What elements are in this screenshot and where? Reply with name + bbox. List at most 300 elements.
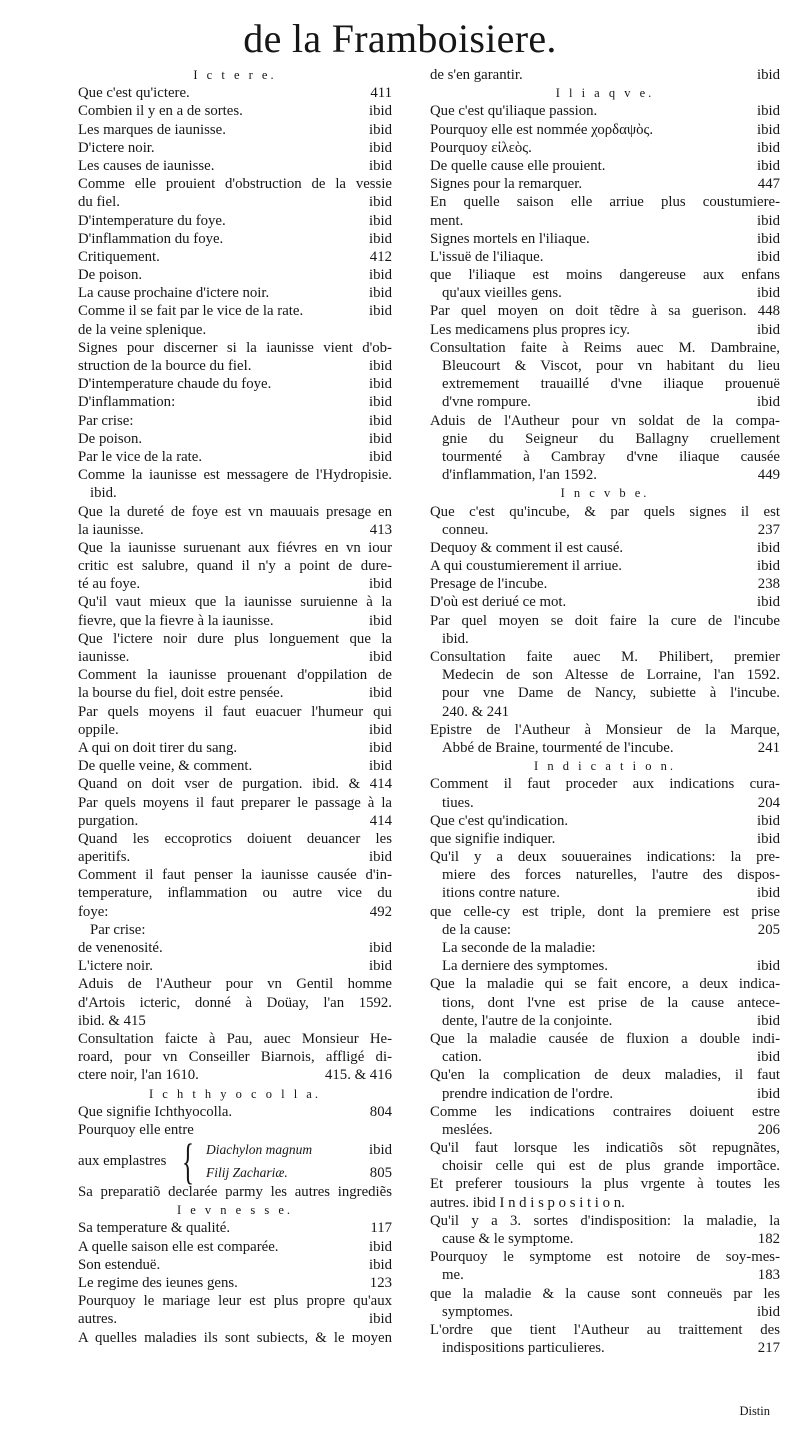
entry-text: Pourquoy le symptome est notoire de soy-mes- bbox=[430, 1249, 780, 1266]
entry-text: A qui on doit tirer du sang. bbox=[78, 739, 238, 756]
page-reference: ibid bbox=[368, 394, 392, 411]
page-reference: ibid bbox=[368, 139, 392, 156]
page-reference: 117 bbox=[370, 1220, 392, 1237]
page-reference: ibid bbox=[756, 830, 780, 847]
entry-text: que la maladie & la cause sont conneuës par les bbox=[430, 1285, 780, 1302]
index-entry bbox=[78, 794, 392, 812]
entry-text: meslées. bbox=[442, 1121, 493, 1138]
index-entry bbox=[78, 284, 392, 302]
entry-text: purgation. bbox=[78, 812, 139, 829]
index-entry bbox=[430, 321, 780, 339]
entry-text: struction de la bource du fiel. bbox=[78, 358, 252, 374]
index-entry bbox=[78, 1066, 392, 1084]
entry-text: extremement trauaillé d'vne iliaque prouenuë bbox=[442, 376, 780, 393]
index-entry bbox=[78, 721, 392, 739]
entry-text: indispositions particulieres. bbox=[442, 1340, 605, 1357]
index-entry bbox=[78, 1103, 392, 1121]
index-entry bbox=[78, 1219, 392, 1237]
index-entry bbox=[78, 102, 392, 120]
index-entry bbox=[78, 575, 392, 593]
entry-text: Et preferer tousiours la plus vrgente à toutes les bbox=[430, 1176, 780, 1193]
index-entry bbox=[78, 375, 392, 393]
index-entry bbox=[430, 703, 780, 721]
entry-text: Consultation faite auec M. Philibert, premier bbox=[430, 649, 780, 665]
page-reference: ibid bbox=[368, 739, 392, 756]
index-entry bbox=[78, 412, 392, 430]
page-reference: 241 bbox=[757, 739, 780, 756]
page-reference: 492 bbox=[369, 903, 392, 920]
index-entry bbox=[430, 1285, 780, 1303]
entry-text: miere des forces naturelles, l'autre des dispos- bbox=[442, 867, 780, 884]
index-entry bbox=[430, 1303, 780, 1321]
index-entry bbox=[430, 1066, 780, 1084]
index-entry bbox=[78, 302, 392, 320]
entry-text: Comment il faut penser la iaunisse causée d'in- bbox=[78, 867, 392, 884]
entry-text: L'ictere noir. bbox=[78, 958, 153, 975]
page-reference: ibid bbox=[368, 1311, 392, 1328]
entry-text: qu'aux vieilles gens. bbox=[442, 285, 562, 302]
index-entry bbox=[430, 1194, 780, 1212]
page-reference: ibid bbox=[368, 103, 392, 120]
index-entry bbox=[78, 703, 392, 721]
entry-text: Aduis de l'Autheur pour vn soldat de la compa- bbox=[430, 412, 780, 429]
entry-text: Qu'il y a deux souueraines indications: la pre- bbox=[430, 849, 780, 866]
index-entry bbox=[78, 757, 392, 775]
page-reference: ibid bbox=[756, 139, 780, 156]
page-reference: 238 bbox=[757, 576, 780, 593]
entry-text: Comment il faut proceder aux indications cura- bbox=[430, 776, 780, 793]
index-entry bbox=[78, 248, 392, 266]
page-reference: ibid bbox=[756, 1012, 780, 1029]
entry-text: que signifie indiquer. bbox=[430, 830, 556, 847]
entry-text: La derniere des symptomes. bbox=[442, 958, 609, 975]
entry-text: Que la maladie qui se fait encore, a deux indica- bbox=[430, 976, 780, 993]
entry-text: aperitifs. bbox=[78, 849, 131, 866]
page-reference: ibid bbox=[756, 285, 780, 302]
index-entry bbox=[78, 939, 392, 957]
entry-text: Que c'est qu'indication. bbox=[430, 812, 569, 829]
index-entry bbox=[78, 266, 392, 284]
page-reference: ibid bbox=[756, 1085, 780, 1102]
entry-text: prendre indication de l'ordre. bbox=[442, 1085, 614, 1102]
entry-text: Comme les indications contraires doiuent estre bbox=[430, 1103, 780, 1120]
page-reference: ibid bbox=[756, 594, 780, 611]
index-entry bbox=[78, 1183, 392, 1201]
entry-text: roard, pour vn Conseiller Biarnois, affligé di- bbox=[78, 1049, 392, 1066]
index-entry bbox=[78, 903, 392, 921]
entry-text: ibid. bbox=[90, 485, 117, 502]
entry-text: Signes pour la remarquer. bbox=[430, 176, 583, 193]
index-entry bbox=[78, 1274, 392, 1292]
entry-text: Qu'il faut lorsque les indicatiõs sõt repugnãtes, bbox=[430, 1140, 780, 1157]
section-heading: I n d i c a t i o n. bbox=[534, 759, 676, 774]
entry-text: oppile. bbox=[78, 721, 119, 738]
page-reference: ibid bbox=[368, 358, 392, 374]
page-reference: ibid bbox=[368, 412, 392, 429]
entry-text: autres. ibid I n d i s p o s i t i o n. bbox=[430, 1194, 625, 1211]
page-reference: ibid bbox=[368, 121, 392, 138]
page-reference: ibid bbox=[368, 285, 392, 302]
index-entry bbox=[430, 1085, 780, 1103]
entry-text: Critiquement. bbox=[78, 248, 160, 265]
index-entry bbox=[78, 848, 392, 866]
entry-text: Sa preparatiõ declarée parmy les autres ingrediẽs bbox=[78, 1184, 392, 1201]
entry-text: Signes pour discerner si la iaunisse vient d'ob- bbox=[78, 339, 392, 356]
entry-text: du fiel. bbox=[78, 194, 120, 211]
page-reference: ibid bbox=[368, 849, 392, 866]
entry-text: conneu. bbox=[442, 521, 489, 538]
page-reference: 123 bbox=[369, 1275, 392, 1291]
index-entry bbox=[430, 666, 780, 684]
entry-text: Dequoy & comment il est causé. bbox=[430, 539, 624, 556]
index-entry bbox=[430, 775, 780, 793]
index-entry bbox=[78, 1121, 392, 1139]
brace-glyph: { bbox=[182, 1133, 194, 1190]
index-entry bbox=[430, 884, 780, 902]
index-entry bbox=[78, 1030, 392, 1048]
index-entry bbox=[78, 921, 392, 939]
entry-text: pour vne Dame de Nancy, subiette à l'incube. bbox=[442, 685, 780, 702]
index-entry bbox=[430, 994, 780, 1012]
index-entry bbox=[78, 484, 392, 502]
entry-text: choisir celle qui est de plus grande importãce. bbox=[442, 1158, 780, 1175]
entry-text: Presage de l'incube. bbox=[430, 576, 548, 593]
entry-text: que l'iliaque est moins dangereuse aux enfans bbox=[430, 267, 780, 284]
index-entry bbox=[430, 412, 780, 430]
entry-text: Par crise: bbox=[78, 412, 134, 429]
index-entry bbox=[430, 302, 780, 320]
index-entry bbox=[78, 339, 392, 357]
page-reference: 206 bbox=[757, 1121, 780, 1138]
index-entry bbox=[430, 175, 780, 193]
index-entry bbox=[78, 321, 392, 339]
entry-text: d'inflammation, l'an 1592. bbox=[442, 467, 597, 484]
entry-text: la bourse du fiel, doit estre pensée. bbox=[78, 685, 284, 702]
index-entry bbox=[430, 193, 780, 211]
index-entry bbox=[78, 503, 392, 521]
entry-text: d'Artois icteric, donné à Doüay, l'an 1592. bbox=[78, 994, 392, 1011]
index-entry bbox=[78, 84, 392, 102]
page-reference: 182 bbox=[757, 1231, 780, 1247]
page-reference: ibid bbox=[756, 1049, 780, 1066]
page-reference: 411 bbox=[370, 85, 392, 102]
entry-text: Bleucourt & Viscot, pour vn habitant du lieu bbox=[442, 358, 780, 374]
index-entry bbox=[430, 721, 780, 739]
section-heading: I n c v b e. bbox=[560, 486, 650, 501]
entry-text: fievre, que la fievre à la iaunisse. bbox=[78, 612, 274, 629]
entry-text: Qu'en la complication de deux maladies, il faut bbox=[430, 1067, 780, 1084]
page-reference: ibid bbox=[756, 67, 780, 83]
index-entry bbox=[78, 430, 392, 448]
index-entry bbox=[430, 939, 780, 957]
page-reference: ibid bbox=[368, 376, 392, 393]
index-entry bbox=[430, 1339, 780, 1357]
index-entry bbox=[430, 430, 780, 448]
entry-text: Abbé de Braine, tourmenté de l'incube. bbox=[442, 739, 674, 756]
entry-text: En quelle saison elle arriue plus coustumiere- bbox=[430, 194, 780, 211]
entry-text: 240. & 241 bbox=[442, 703, 509, 720]
entry-text: La cause prochaine d'ictere noir. bbox=[78, 285, 270, 302]
page-reference: 413 bbox=[369, 521, 392, 538]
index-entry bbox=[78, 357, 392, 375]
entry-text: de la cause: bbox=[442, 921, 512, 938]
entry-text: Comme il se fait par le vice de la rate. bbox=[78, 303, 304, 320]
entry-text: Par crise: bbox=[90, 921, 146, 938]
index-entry bbox=[78, 648, 392, 666]
page-reference: ibid bbox=[368, 267, 392, 284]
entry-text: Combien il y en a de sortes. bbox=[78, 103, 243, 120]
index-entry bbox=[430, 684, 780, 702]
entry-text: D'intemperature du foye. bbox=[78, 212, 226, 229]
entry-text: cation. bbox=[442, 1049, 482, 1066]
entry-text: D'intemperature chaude du foye. bbox=[78, 376, 272, 393]
index-entry bbox=[430, 248, 780, 266]
index-entry bbox=[430, 1248, 780, 1266]
index-entry bbox=[430, 1139, 780, 1157]
index-entry bbox=[78, 830, 392, 848]
index-entry bbox=[78, 539, 392, 557]
page-reference: ibid bbox=[756, 230, 780, 247]
index-entry bbox=[78, 975, 392, 993]
entry-text: Que la maladie causée de fluxion a double indi- bbox=[430, 1030, 780, 1047]
index-entry bbox=[430, 284, 780, 302]
entry-text: Que c'est qu'ictere. bbox=[78, 85, 190, 102]
entry-text: critic est salubre, quand il n'y a point de dure- bbox=[78, 558, 392, 575]
page-reference: ibid bbox=[756, 157, 780, 174]
section-heading: I l i a q v e. bbox=[555, 86, 655, 101]
page-reference: 804 bbox=[369, 1103, 392, 1120]
page-reference: ibid bbox=[756, 121, 780, 138]
page-reference: ibid bbox=[756, 321, 780, 338]
index-entry bbox=[430, 157, 780, 175]
entry-text: tions, dont l'vne est prise de la cause antece- bbox=[442, 994, 780, 1011]
page-reference: ibid bbox=[756, 212, 780, 229]
entry-text: Sa temperature & qualité. bbox=[78, 1220, 231, 1237]
page-reference: ibid bbox=[368, 1142, 392, 1159]
index-entry bbox=[78, 630, 392, 648]
entry-text: Epistre de l'Autheur à Monsieur de la Marque, bbox=[430, 721, 780, 738]
index-entry bbox=[430, 1230, 780, 1248]
entry-text: autres. bbox=[78, 1311, 118, 1328]
page-reference: ibid bbox=[756, 1303, 780, 1320]
entry-text: itions contre nature. bbox=[442, 885, 560, 902]
index-entry bbox=[78, 139, 392, 157]
entry-text: Que signifie Ichthyocolla. bbox=[78, 1103, 233, 1120]
entry-text: iaunisse. bbox=[78, 649, 130, 665]
index-entry bbox=[430, 921, 780, 939]
brace-option: Filij Zachariæ. bbox=[206, 1165, 288, 1181]
entry-text: Qu'il y a 3. sortes d'indisposition: la maladie, la bbox=[430, 1212, 780, 1229]
page-reference: 204 bbox=[757, 794, 780, 811]
entry-text: Comme la iaunisse est messagere de l'Hydropisie. bbox=[78, 467, 392, 484]
index-entry bbox=[430, 503, 780, 521]
entry-text: que celle-cy est triple, dont la premiere est prise bbox=[430, 903, 780, 920]
entry-text: d'vne rompure. bbox=[442, 394, 531, 411]
entry-text: De quelle veine, & comment. bbox=[78, 758, 253, 775]
page-reference: ibid bbox=[368, 157, 392, 174]
index-entry bbox=[78, 739, 392, 757]
page-reference: ibid bbox=[368, 448, 392, 465]
page-reference: 449 bbox=[757, 467, 780, 484]
index-entry bbox=[78, 1048, 392, 1066]
entry-text: Que la dureté de foye est vn mauuais presage en bbox=[78, 503, 392, 520]
entry-text: Que la iaunisse suruenant aux fiévres en vn iour bbox=[78, 539, 392, 556]
index-entry bbox=[430, 575, 780, 593]
index-entry bbox=[430, 975, 780, 993]
entry-text: de s'en garantir. bbox=[430, 67, 523, 83]
entry-text: Que c'est qu'iliaque passion. bbox=[430, 103, 598, 120]
entry-text: Medecin de son Altesse de Lorraine, l'an 1592. bbox=[442, 667, 780, 684]
entry-text: Consultation faite à Reims auec M. Dambraine, bbox=[430, 339, 780, 356]
entry-text: D'où est deriué ce mot. bbox=[430, 594, 567, 611]
index-entry bbox=[430, 521, 780, 539]
page-reference: ibid bbox=[756, 103, 780, 120]
entry-text: gnie du Seigneur du Ballagny cruellement bbox=[442, 430, 780, 447]
page-reference: ibid bbox=[368, 940, 392, 956]
index-entry bbox=[78, 612, 392, 630]
index-entry bbox=[430, 812, 780, 830]
index-entry bbox=[430, 230, 780, 248]
section-heading: I c h t h y o c o l l a. bbox=[149, 1086, 321, 1101]
entry-text: tourmenté à Cambray d'vne iliaque causée bbox=[442, 448, 780, 465]
page-reference: 217 bbox=[757, 1340, 780, 1357]
entry-text: cause & le symptome. bbox=[442, 1231, 574, 1247]
index-entry bbox=[78, 157, 392, 175]
index-entry bbox=[430, 121, 780, 139]
index-entry bbox=[430, 1321, 780, 1339]
index-entry bbox=[78, 1238, 392, 1256]
page-reference: ibid bbox=[756, 539, 780, 556]
index-entry bbox=[78, 212, 392, 230]
index-entry bbox=[78, 557, 392, 575]
index-entry bbox=[78, 175, 392, 193]
index-entry bbox=[78, 775, 392, 793]
entry-text: La seconde de la maladie: bbox=[442, 940, 596, 956]
entry-text: ibid. & 415 bbox=[78, 1012, 146, 1029]
running-head: de la Framboisiere. bbox=[243, 16, 557, 61]
index-entry bbox=[78, 230, 392, 248]
index-entry bbox=[430, 612, 780, 630]
page-reference: 205 bbox=[757, 921, 780, 938]
entry-text: Pourquoy le mariage leur est plus propre qu'aux bbox=[78, 1293, 392, 1310]
entry-text: Les marques de iaunisse. bbox=[78, 121, 226, 138]
index-entry bbox=[78, 1292, 392, 1310]
entry-text: de la veine splenique. bbox=[78, 321, 207, 338]
entry-text: Par quels moyens il faut preparer le passage à la bbox=[78, 794, 392, 811]
index-entry bbox=[78, 684, 392, 702]
page-reference: ibid bbox=[368, 721, 392, 738]
entry-text: de venenosité. bbox=[78, 940, 163, 956]
brace-label: aux emplastres bbox=[78, 1153, 167, 1170]
index-entry bbox=[430, 1157, 780, 1175]
entry-text: temperature, inflammation ou autre vice du bbox=[78, 885, 392, 902]
page-reference: ibid bbox=[368, 303, 392, 320]
entry-text: Qu'il vaut mieux que la iaunisse suruienne à la bbox=[78, 594, 392, 611]
index-entry bbox=[430, 557, 780, 575]
entry-text: Les medicamens plus propres icy. bbox=[430, 321, 630, 338]
entry-text: Par le vice de la rate. bbox=[78, 448, 203, 465]
entry-text: Par quels moyens il faut euacuer l'humeur qui bbox=[78, 703, 392, 720]
page-reference: ibid bbox=[368, 430, 392, 447]
index-entry bbox=[430, 1012, 780, 1030]
index-entry bbox=[430, 339, 780, 357]
entry-text: Consultation faicte à Pau, auec Monsieur He- bbox=[78, 1030, 392, 1047]
index-entry bbox=[430, 466, 780, 484]
index-entry bbox=[430, 957, 780, 975]
entry-text: Que c'est qu'incube, & par quels signes il est bbox=[430, 503, 780, 520]
entry-text: Que l'ictere noir dure plus longuement que la bbox=[78, 630, 392, 647]
page-reference: ibid bbox=[368, 1256, 392, 1273]
entry-text: D'inflammation du foye. bbox=[78, 230, 224, 247]
entry-text: Comme elle prouient d'obstruction de la vessie bbox=[78, 176, 392, 193]
entry-text: té au foye. bbox=[78, 576, 141, 593]
index-entry bbox=[430, 739, 780, 757]
right-column bbox=[430, 66, 780, 1357]
index-entry bbox=[430, 266, 780, 284]
entry-text: Les causes de iaunisse. bbox=[78, 157, 215, 174]
page-reference: 414 bbox=[369, 812, 392, 829]
index-entry bbox=[430, 357, 780, 375]
entry-text: la iaunisse. bbox=[78, 521, 144, 538]
page-reference: ibid bbox=[756, 248, 780, 265]
section-heading: I c t e r e. bbox=[193, 68, 277, 82]
entry-text: Pourquoy elle entre bbox=[78, 1121, 194, 1138]
index-entry bbox=[430, 375, 780, 393]
index-entry bbox=[78, 393, 392, 411]
page-reference: ibid bbox=[368, 1238, 392, 1255]
entry-text: D'inflammation: bbox=[78, 394, 176, 411]
section-heading: I e v n e s s e. bbox=[176, 1203, 294, 1218]
page-reference: ibid bbox=[368, 194, 392, 211]
entry-text: De poison. bbox=[78, 267, 143, 284]
entry-text: tiues. bbox=[442, 794, 474, 811]
page-reference: ibid bbox=[368, 649, 392, 665]
index-entry bbox=[430, 830, 780, 848]
entry-text: ctere noir, l'an 1610. bbox=[78, 1067, 199, 1084]
index-entry bbox=[78, 666, 392, 684]
index-entry bbox=[430, 393, 780, 411]
entry-text: me. bbox=[442, 1267, 464, 1284]
page-reference: ibid bbox=[368, 958, 392, 975]
index-entry bbox=[78, 466, 392, 484]
entry-text: A qui coustumierement il arriue. bbox=[430, 558, 622, 575]
entry-text: Signes mortels en l'iliaque. bbox=[430, 230, 590, 247]
page-reference: ibid bbox=[368, 685, 392, 702]
entry-text: Le regime des ieunes gens. bbox=[78, 1275, 238, 1291]
index-entry bbox=[430, 102, 780, 120]
entry-text: D'ictere noir. bbox=[78, 139, 155, 156]
index-entry bbox=[78, 121, 392, 139]
index-entry bbox=[78, 1012, 392, 1030]
page-reference: ibid bbox=[756, 394, 780, 411]
entry-text: Par quel moyen se doit faire la cure de l'incube bbox=[430, 612, 780, 629]
entry-text: De quelle cause elle prouient. bbox=[430, 157, 606, 174]
index-entry bbox=[78, 994, 392, 1012]
page-reference: 237 bbox=[757, 521, 780, 538]
page-reference: 447 bbox=[757, 176, 780, 193]
brace-entry bbox=[78, 1133, 392, 1190]
catchword: Distin bbox=[739, 1404, 770, 1418]
index-entry bbox=[78, 1256, 392, 1274]
index-entry bbox=[430, 593, 780, 611]
entry-text: Pourquoy εἰλεὸς. bbox=[430, 139, 532, 156]
index-entry bbox=[430, 1175, 780, 1193]
entry-text: A quelle saison elle est comparée. bbox=[78, 1238, 279, 1255]
entry-text: De poison. bbox=[78, 430, 143, 447]
index-entry bbox=[78, 884, 392, 902]
page-reference: 183 bbox=[757, 1267, 780, 1284]
page-reference: ibid bbox=[368, 230, 392, 247]
